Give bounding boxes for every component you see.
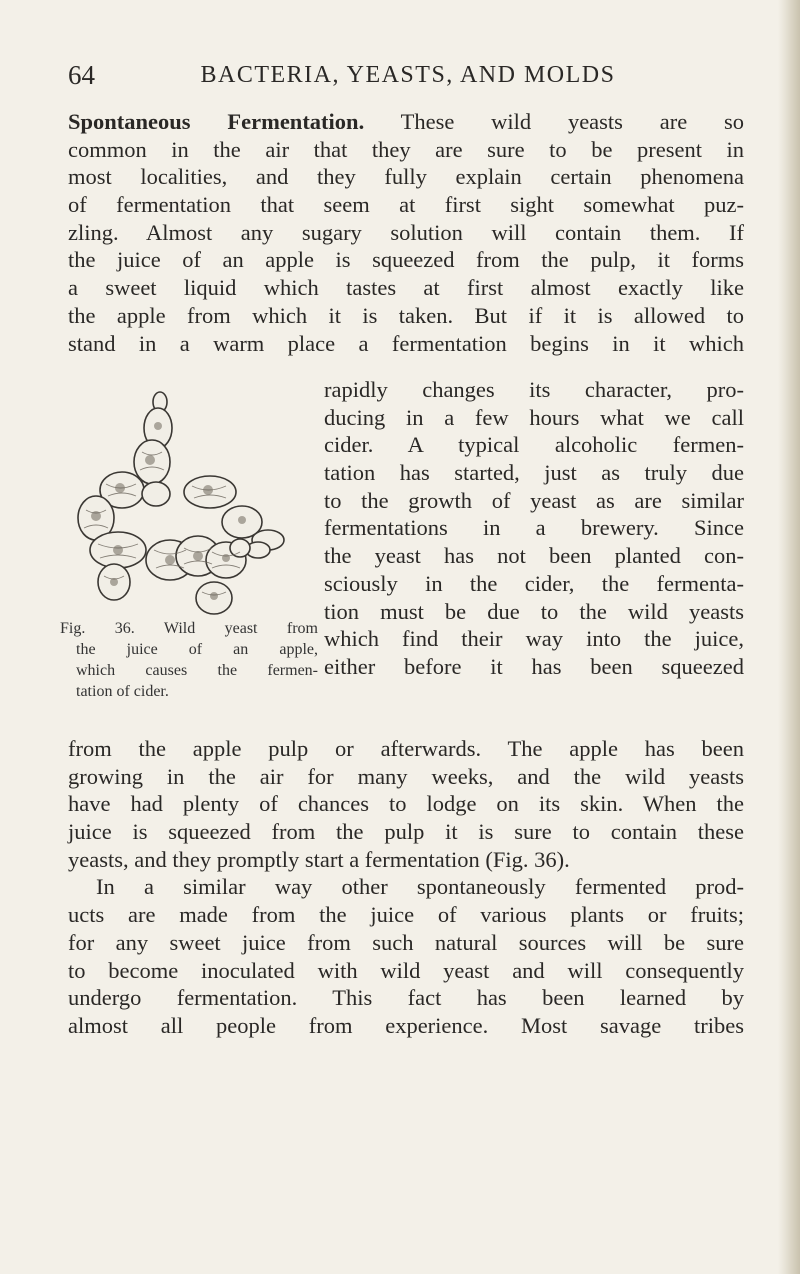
paragraph-bottom [68,735,744,1040]
text-line: cider. A typical alcoholic fermen- [324,432,744,458]
text-line: the yeast has not been planted con- [324,543,744,569]
text-line: ucts are made from the juice of various plants or fruits; [68,902,744,928]
text-line: from the apple pulp or afterwards. The apple has been [68,736,744,761]
text-line: a sweet liquid which tastes at first almost exactly like [68,275,744,301]
text-line: common in the air that they are sure to be present in [68,136,744,162]
text-line: of fermentation that seem at first sight somewhat puz- [68,192,744,218]
text-line: almost all people from experience. Most savage tribes [68,1012,744,1038]
text-line: growing in the air for many weeks, and the wild yeasts [68,763,744,789]
caption-line: which causes the fermen- [76,662,318,679]
text-line: fermentations in a brewery. Since [324,515,744,541]
paragraph-top [68,108,744,357]
text-line: ducing in a few hours what we call [324,404,744,430]
text-line: most localities, and they fully explain certain phenomena [68,164,744,190]
caption-line: tation of cider. [76,683,169,700]
running-head: BACTERIA, YEASTS, AND MOLDS [200,62,616,88]
page-header [68,60,748,100]
text-line: juice is squeezed from the pulp it is sure to contain these [68,819,744,845]
section-heading: Spontaneous Fermentation. [68,109,365,134]
text-line: to the growth of yeast as are similar [324,487,744,513]
text-line: stand in a warm place a fermentation begins in it which [68,330,744,356]
text-line: for any sweet juice from such natural sources will be sure [68,929,744,955]
text-line: the juice of an apple is squeezed from the pulp, it forms [68,247,744,273]
caption-line: Fig. 36. Wild yeast from [60,620,318,637]
yeast-figure [62,390,312,620]
text-line: In a similar way other spontaneously fermented prod- [96,874,744,900]
text-line: rapidly changes its character, pro- [324,377,744,402]
text-line: tion must be due to the wild yeasts [324,598,744,624]
text-line: have had plenty of chances to lodge on its skin. When the [68,791,744,817]
figure-caption [60,618,318,702]
paragraph-wrap [324,376,744,681]
text-line: zling. Almost any sugary solution will contain them. If [68,219,744,245]
text-line: which find their way into the juice, [324,626,744,652]
text-line: sciously in the cider, the fermenta- [324,570,744,596]
caption-line: the juice of an apple, [76,641,318,658]
text-line: undergo fermentation. This fact has been learned by [68,985,744,1011]
text-line: yeasts, and they promptly start a fermentation (Fig. 36). [68,846,570,872]
text-line: to become inoculated with wild yeast and will consequently [68,957,744,983]
text-line: Spontaneous Fermentation. These wild yeasts are so [68,109,745,134]
page-number: 64 [68,60,95,90]
page-edge-shadow [778,0,800,1274]
text-line: tation has started, just as truly due [324,460,744,486]
text-line: either before it has been squeezed [324,653,744,679]
text-line: the apple from which it is taken. But if it is allowed to [68,302,744,328]
